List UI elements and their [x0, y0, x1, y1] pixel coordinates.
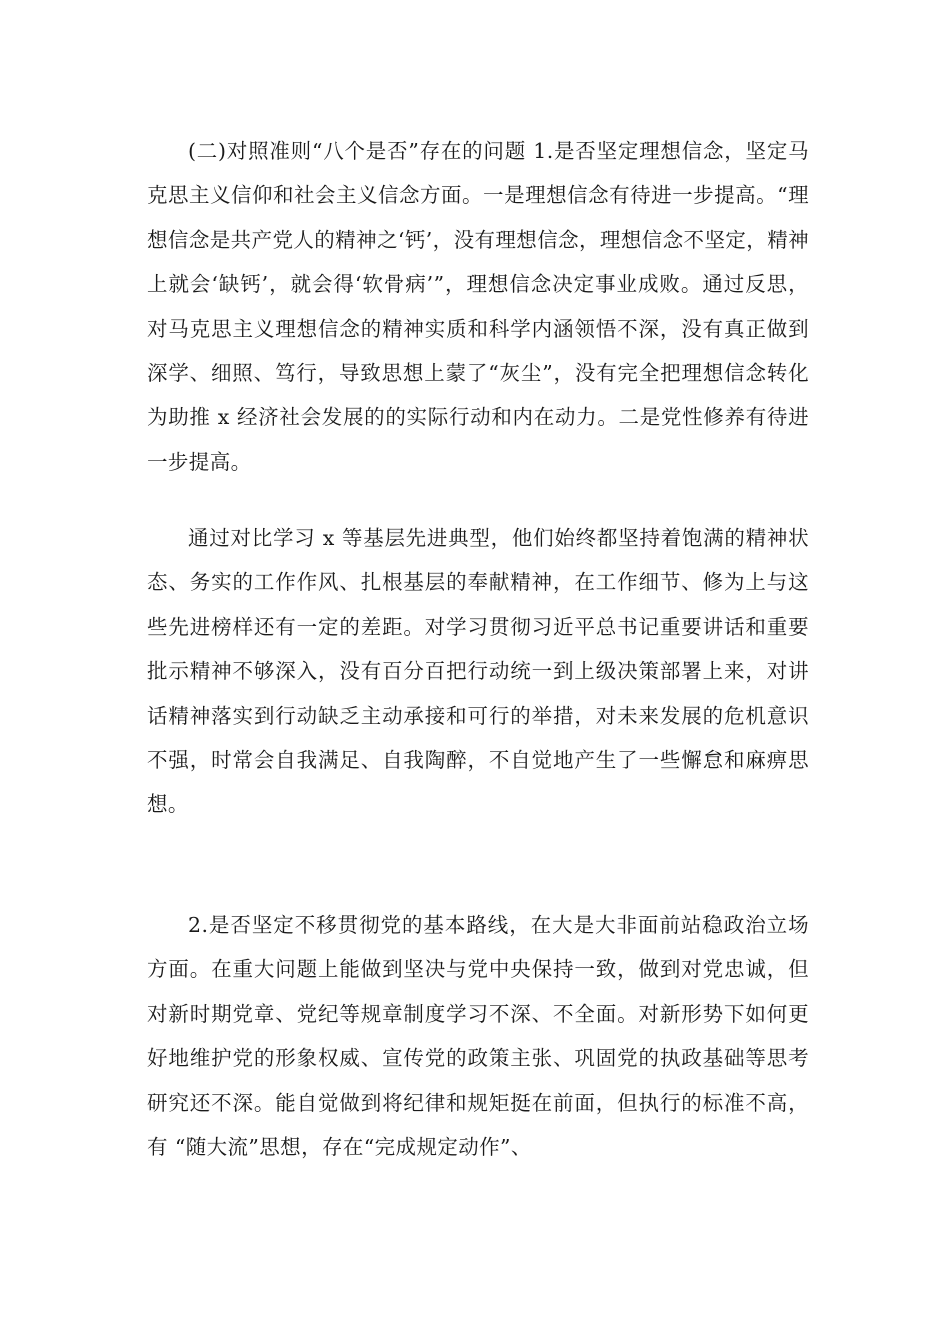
paragraph-1: (二)对照准则“八个是否”存在的问题 1.是否坚定理想信念，坚定马克思主义信仰和社会主义信念方面。一是理想信念有待进一步提高。“理想信念是共产党人的精神之‘钙’，没有理想信念，理想信念不坚定，精神上就会‘缺钙’，就会得‘软骨病’”，理想信念决定事业成败。通过反思，对马克思主义理想信念的精神实质和科学内涵领悟不深，没有真正做到深学、细照、笃行，导致思想上蒙了“灰尘”，没有完全把理想信念转化为助推 x 经济社会发展的的实际行动和内在动力。二是党性修养有待进一步提高。 [147, 139, 809, 474]
paragraph-2: 通过对比学习 x 等基层先进典型，他们始终都坚持着饱满的精神状态、务实的工作作风、扎根基层的奉献精神，在工作细节、修为上与这些先进榜样还有一定的差距。对学习贯彻习近平总书记重要讲话和重要批示精神不够深入，没有百分百把行动统一到上级决策部署上来，对讲话精神落实到行动缺乏主动承接和可行的举措，对未来发展的危机意识不强，时常会自我满足、自我陶醉，不自觉地产生了一些懈怠和麻痹思想。 [147, 526, 809, 817]
paragraph-3: 2.是否坚定不移贯彻党的基本路线，在大是大非面前站稳政治立场方面。在重大问题上能做到坚决与党中央保持一致，做到对党忠诚，但对新时期党章、党纪等规章制度学习不深、不全面。对新形势下如何更好地维护党的形象权威、宣传党的政策主张、巩固党的执政基础等思考研究还不深。能自觉做到将纪律和规矩挺在前面，但执行的标准不高，有 “随大流”思想，存在“完成规定动作”、 [147, 913, 809, 1160]
